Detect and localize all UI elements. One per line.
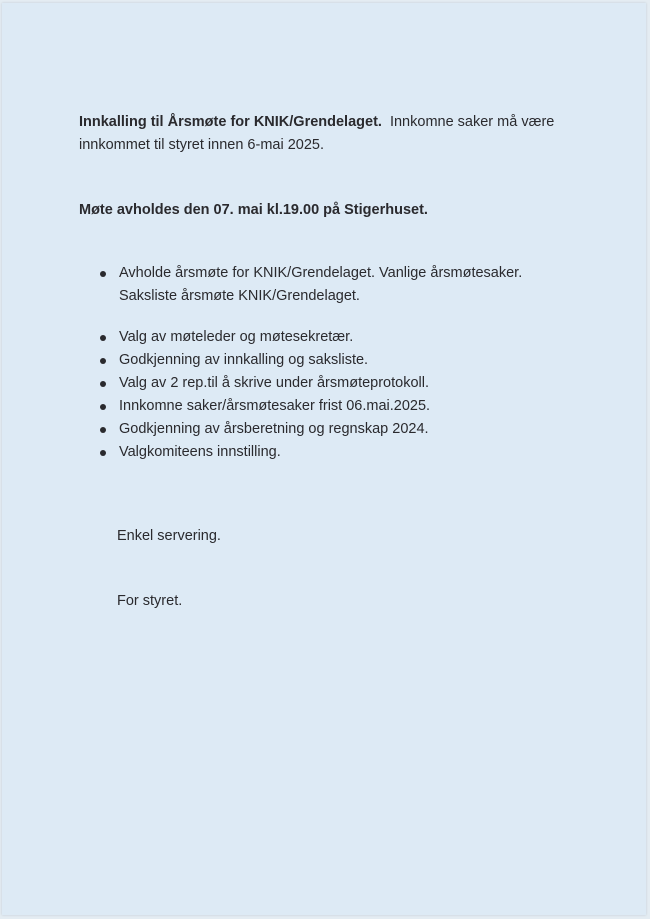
agenda-item: [98, 441, 430, 464]
list-item: [98, 262, 522, 308]
bullet-icon: [100, 271, 106, 277]
agenda-item-text: Godkjenning av innkalling og saksliste.: [119, 352, 369, 368]
list-item-text: Avholde årsmøte for KNIK/Grendelaget. Vanlige årsmøtesaker.: [119, 265, 523, 281]
heading-line-1: [79, 111, 554, 134]
agenda-item: [98, 326, 430, 349]
bullet-icon: [100, 335, 106, 341]
bullet-icon: [100, 381, 106, 387]
bullet-icon: [100, 358, 106, 364]
heading-deadline: Innkomne saker må være: [389, 114, 555, 130]
heading-title: Innkalling til Årsmøte for KNIK/Grendelaget.: [79, 114, 382, 130]
agenda-list: [98, 326, 430, 464]
list-item-text: Saksliste årsmøte KNIK/Grendelaget.: [119, 288, 360, 304]
heading-line-2: innkommet til styret innen 6-mai 2025.: [79, 137, 324, 153]
agenda-item-text: Godkjenning av årsberetning og regnskap 2024.: [119, 421, 429, 437]
agenda-item-text: Innkomne saker/årsmøtesaker frist 06.mai.2025.: [119, 398, 431, 414]
meeting-info: Møte avholdes den 07. mai kl.19.00 på Stigerhuset.: [79, 202, 428, 218]
document-page: [2, 3, 646, 915]
bullet-icon: [100, 427, 106, 433]
agenda-item-text: Valg av møteleder og møtesekretær.: [119, 329, 354, 345]
bullet-icon: [100, 450, 106, 456]
agenda-item-text: Valgkomiteens innstilling.: [119, 444, 281, 460]
agenda-item: [98, 395, 430, 418]
signature: For styret.: [117, 593, 183, 609]
agenda-item: [98, 372, 430, 395]
agenda-item: [98, 418, 430, 441]
agenda-item: [98, 349, 430, 372]
intro-list: [98, 262, 522, 308]
agenda-item-text: Valg av 2 rep.til å skrive under årsmøteprotokoll.: [119, 375, 430, 391]
bullet-icon: [100, 404, 106, 410]
serving-note: Enkel servering.: [117, 528, 221, 544]
